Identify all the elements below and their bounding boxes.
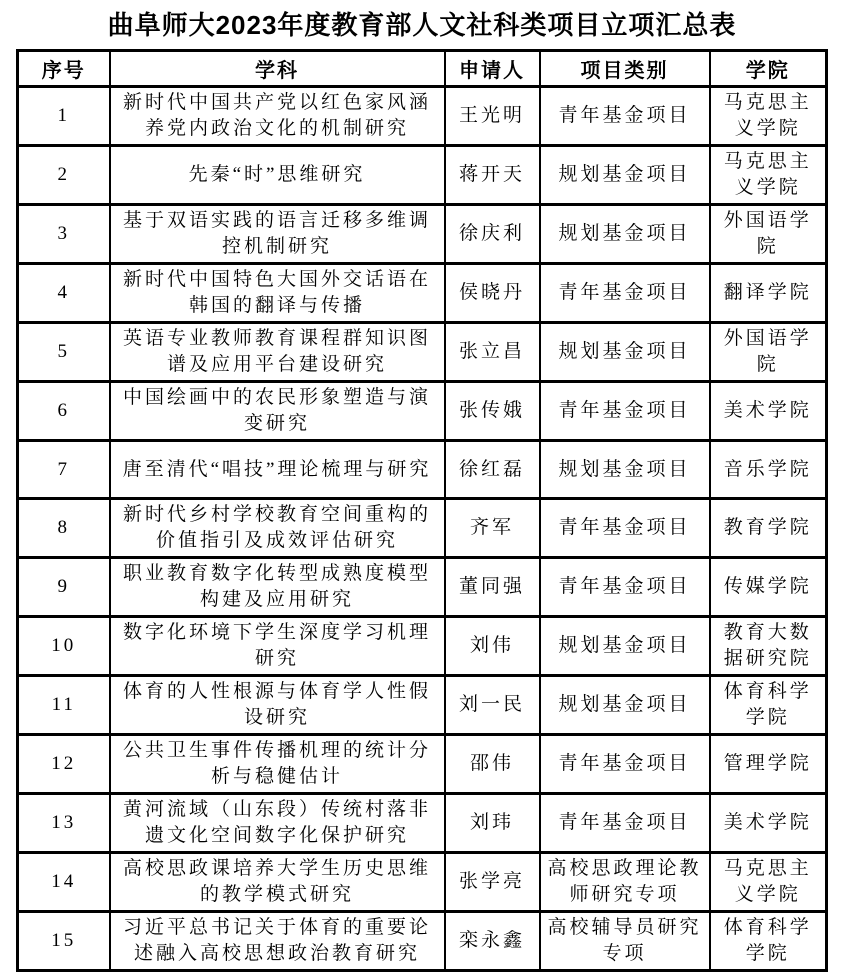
cell-project-category: 青年基金项目 [540,558,710,617]
cell-college: 美术学院 [710,794,827,853]
cell-applicant: 齐军 [445,499,540,558]
table-row [18,87,827,146]
table-header-row [18,51,827,87]
cell-college: 马克思主义学院 [710,146,827,205]
cell-applicant: 张立昌 [445,323,540,382]
cell-applicant: 张学亮 [445,853,540,912]
cell-project-category: 规划基金项目 [540,146,710,205]
table-row [18,441,827,499]
cell-project-category: 规划基金项目 [540,441,710,499]
cell-subject: 新时代中国特色大国外交话语在韩国的翻译与传播 [110,264,445,323]
header-serial-number: 序号 [18,51,110,87]
projects-summary-table [16,49,828,972]
cell-applicant: 刘一民 [445,676,540,735]
table-row [18,146,827,205]
cell-serial-number: 13 [18,794,110,853]
cell-subject: 先秦“时”思维研究 [110,146,445,205]
cell-applicant: 徐庆利 [445,205,540,264]
header-college: 学院 [710,51,827,87]
cell-applicant: 蒋开天 [445,146,540,205]
cell-project-category: 青年基金项目 [540,382,710,441]
cell-applicant: 王光明 [445,87,540,146]
cell-subject: 唐至清代“唱技”理论梳理与研究 [110,441,445,499]
table-row [18,323,827,382]
cell-serial-number: 8 [18,499,110,558]
table-row [18,382,827,441]
table-body [18,87,827,971]
table-row [18,264,827,323]
cell-subject: 黄河流域（山东段）传统村落非遗文化空间数字化保护研究 [110,794,445,853]
table-row [18,735,827,794]
cell-serial-number: 11 [18,676,110,735]
cell-serial-number: 1 [18,87,110,146]
cell-serial-number: 7 [18,441,110,499]
cell-serial-number: 10 [18,617,110,676]
cell-applicant: 侯晓丹 [445,264,540,323]
header-applicant: 申请人 [445,51,540,87]
cell-project-category: 规划基金项目 [540,676,710,735]
cell-subject: 新时代中国共产党以红色家风涵养党内政治文化的机制研究 [110,87,445,146]
cell-project-category: 青年基金项目 [540,87,710,146]
cell-applicant: 栾永鑫 [445,912,540,971]
cell-serial-number: 6 [18,382,110,441]
cell-project-category: 规划基金项目 [540,205,710,264]
page-title: 曲阜师大2023年度教育部人文社科类项目立项汇总表 [107,10,737,40]
cell-college: 教育学院 [710,499,827,558]
cell-subject: 职业教育数字化转型成熟度模型构建及应用研究 [110,558,445,617]
cell-applicant: 徐红磊 [445,441,540,499]
cell-applicant: 张传娥 [445,382,540,441]
cell-subject: 英语专业教师教育课程群知识图谱及应用平台建设研究 [110,323,445,382]
cell-applicant: 董同强 [445,558,540,617]
cell-college: 教育大数据研究院 [710,617,827,676]
table-row [18,205,827,264]
cell-serial-number: 9 [18,558,110,617]
cell-college: 外国语学院 [710,205,827,264]
cell-serial-number: 15 [18,912,110,971]
cell-college: 音乐学院 [710,441,827,499]
cell-subject: 新时代乡村学校教育空间重构的价值指引及成效评估研究 [110,499,445,558]
header-subject: 学科 [110,51,445,87]
cell-serial-number: 4 [18,264,110,323]
cell-subject: 高校思政课培养大学生历史思维的教学模式研究 [110,853,445,912]
cell-subject: 中国绘画中的农民形象塑造与演变研究 [110,382,445,441]
cell-serial-number: 12 [18,735,110,794]
table-row [18,617,827,676]
table-row [18,912,827,971]
cell-subject: 数字化环境下学生深度学习机理研究 [110,617,445,676]
table-row [18,853,827,912]
table-row [18,794,827,853]
cell-project-category: 青年基金项目 [540,499,710,558]
cell-college: 马克思主义学院 [710,87,827,146]
table-row [18,558,827,617]
cell-applicant: 邵伟 [445,735,540,794]
cell-project-category: 高校思政理论教师研究专项 [540,853,710,912]
cell-project-category: 规划基金项目 [540,323,710,382]
cell-serial-number: 2 [18,146,110,205]
cell-college: 翻译学院 [710,264,827,323]
cell-applicant: 刘玮 [445,794,540,853]
cell-college: 体育科学学院 [710,912,827,971]
cell-serial-number: 5 [18,323,110,382]
cell-college: 体育科学学院 [710,676,827,735]
cell-project-category: 高校辅导员研究专项 [540,912,710,971]
cell-college: 美术学院 [710,382,827,441]
header-project-category: 项目类别 [540,51,710,87]
cell-college: 传媒学院 [710,558,827,617]
cell-college: 马克思主义学院 [710,853,827,912]
cell-subject: 习近平总书记关于体育的重要论述融入高校思想政治教育研究 [110,912,445,971]
cell-serial-number: 14 [18,853,110,912]
cell-college: 外国语学院 [710,323,827,382]
cell-project-category: 青年基金项目 [540,735,710,794]
table-row [18,499,827,558]
cell-applicant: 刘伟 [445,617,540,676]
cell-serial-number: 3 [18,205,110,264]
cell-subject: 基于双语实践的语言迁移多维调控机制研究 [110,205,445,264]
cell-project-category: 规划基金项目 [540,617,710,676]
cell-subject: 体育的人性根源与体育学人性假设研究 [110,676,445,735]
cell-college: 管理学院 [710,735,827,794]
cell-project-category: 青年基金项目 [540,794,710,853]
cell-subject: 公共卫生事件传播机理的统计分析与稳健估计 [110,735,445,794]
table-row [18,676,827,735]
cell-project-category: 青年基金项目 [540,264,710,323]
